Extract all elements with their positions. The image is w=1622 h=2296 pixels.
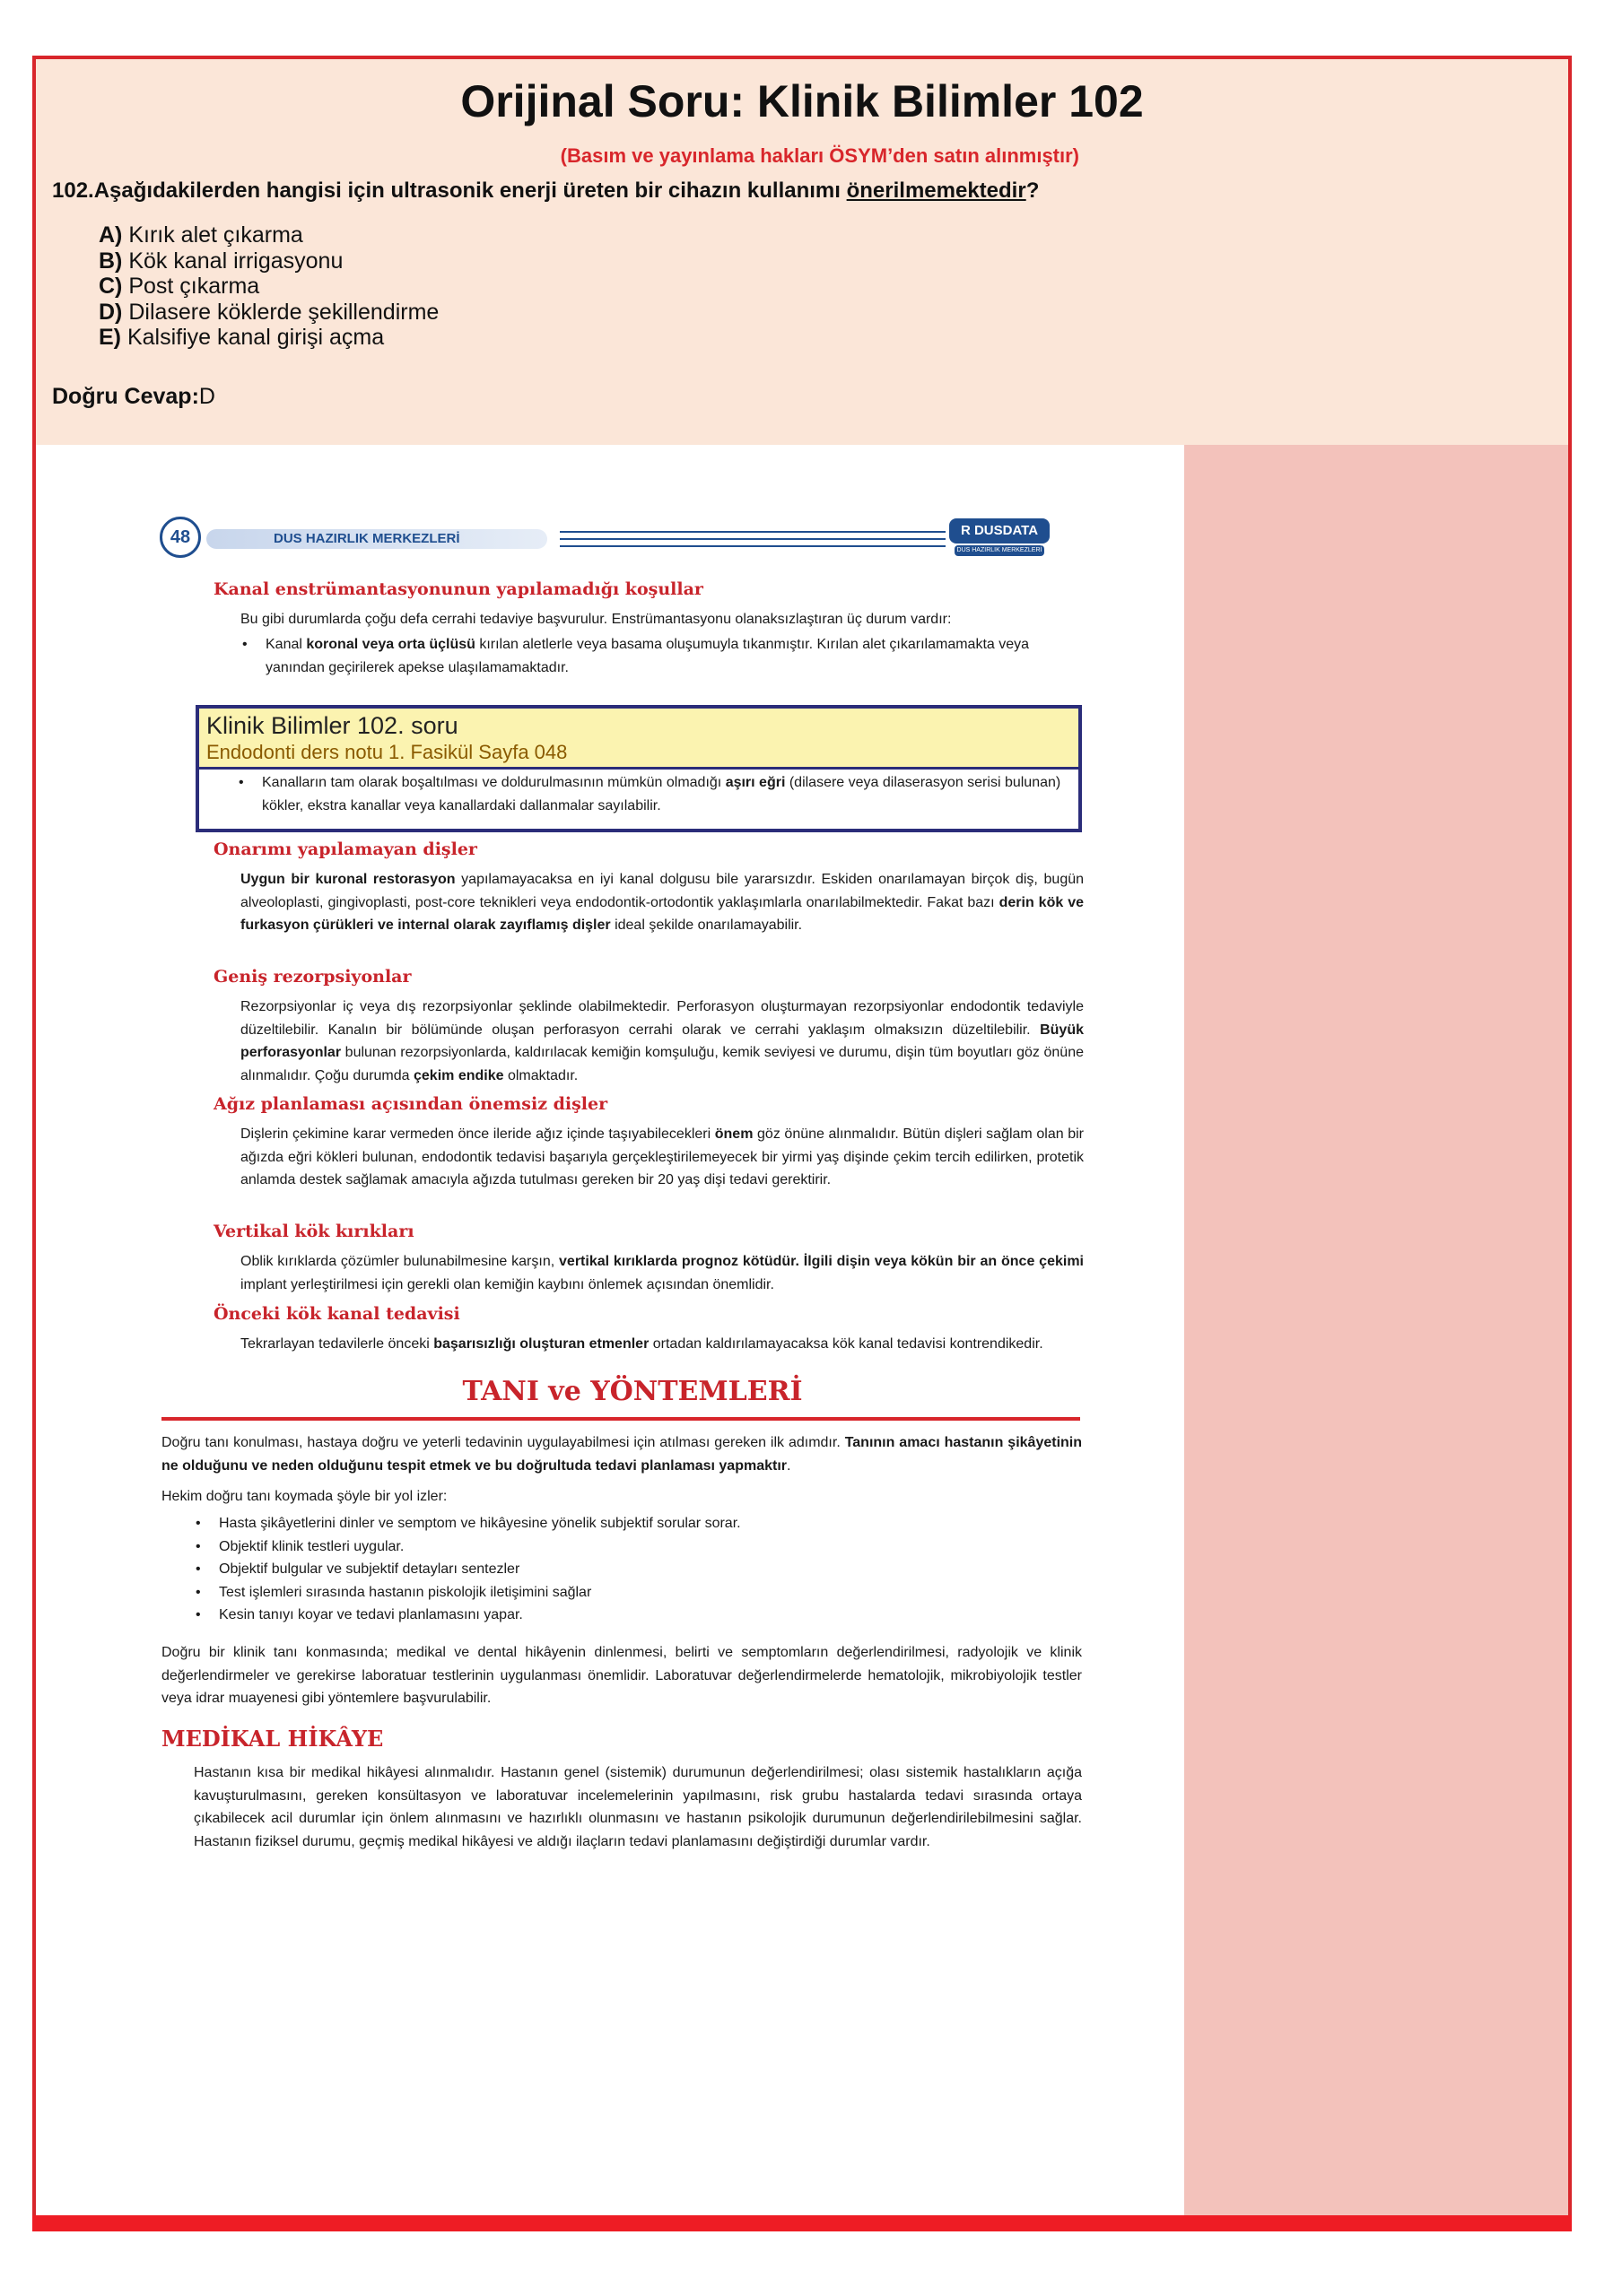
correct-answer: Doğru Cevap:D	[52, 384, 215, 409]
list-item: • Test işlemleri sırasında hastanın piskolojik iletişimini sağlar	[194, 1581, 1082, 1605]
section-heading: Vertikal kök kırıkları	[214, 1222, 414, 1241]
page-banner: DUS HAZIRLIK MERKEZLERİ	[206, 529, 547, 549]
question-emphasis: önerilmemektedir	[846, 178, 1026, 203]
section-heading: Önceki kök kanal tedavisi	[214, 1304, 460, 1324]
bottom-bar	[32, 2215, 1572, 2231]
question-text: 102.Aşağıdakilerden hangisi için ultrasonik enerji üreten bir cihazın kullanımı önerilmemektedir?	[52, 178, 1040, 203]
section-divider	[161, 1417, 1080, 1421]
option-b: B) Kök kanal irrigasyonu	[99, 248, 344, 274]
paragraph: Hastanın kısa bir medikal hikâyesi alınmalıdır. Hastanın genel (sistemik) durumunun değerlendirilmesi; olası sistemik hastalıkların açığa kavuşturulmasını, gereken konsültasyon ve laboratuvar incelemelerinin yapılmasını, risk grubu hastalarda tedavi sırasında ortaya çıkabilecek acil durumlar için önlem alınmasını ve hazırlıklı olunmasını ve hastanın psikolojik durumunun değerlendirilebilmesini sağlar. Hastanın fiziksel durumu, geçmiş medikal hikâyesi ve aldığı ilaçların tedavi planlamasını değiştirdiği durumlar vardır.	[194, 1765, 1082, 1849]
section-title: TANI ve YÖNTEMLERİ	[462, 1376, 803, 1407]
section-heading: Ağız planlaması açısından önemsiz dişler	[214, 1094, 608, 1114]
bullet-list	[240, 633, 1084, 679]
paragraph: Uygun bir kuronal restorasyon yapılamayacaksa en iyi kanal dolgusu bile yararsızdır. Eskiden onarılamayan birçok diş, bugün alveoloplasti, gingivoplasti, post-core teknikleri veya endodontik-ortodontik yaklaşımlarla onarılabilmektedir. Fakat bazı derin kök ve furkasyon çürükleri ve internal olarak zayıflamış dişler ideal şekilde onarılamayabilir.	[240, 872, 1085, 933]
paragraph: Tekrarlayan tedavilerle önceki başarısızlığı oluşturan etmenler ortadan kaldırılamayacaksa kök kanal tedavisi kontrendikedir.	[240, 1336, 1043, 1352]
paragraph: Rezorpsiyonlar iç veya dış rezorpsiyonlar şeklinde olabilmektedir. Perforasyon oluşturmayan rezorpsiyonlar endodontik tedaviyle düzeltilebilir. Kanalın bir bölümünde oluşan perforasyon cerrahi olarak ve cerrahi yaklaşım olmaksızın düzeltilebilir. Büyük perforasyonlar bulunan rezorpsiyonlarda, kaldırılacak kemiğin komşuluğu, kemik seviyesi ve durumu, dişin tüm boyutları göz önüne alınmalıdır. Çoğu durumda çekim endike olmaktadır.	[240, 999, 1084, 1083]
answer-options	[99, 222, 439, 351]
list-item: • Kanalların tam olarak boşaltılması ve doldurulmasının mümkün olmadığı aşırı eğri (dilasere veya dilaserasyon serisi bulunan) kökler, ekstra kanallar veya kanallardaki dallanmalar sayılabilir.	[237, 771, 1071, 817]
textbook-page	[36, 445, 1184, 2219]
publisher-logo: R DUSDATA DUS HAZIRLIK MERKEZLERİ	[949, 518, 1050, 560]
side-panel	[1184, 445, 1568, 2219]
question-header	[36, 59, 1568, 445]
bullet-list	[194, 1512, 1082, 1627]
paragraph: Bu gibi durumlarda çoğu defa cerrahi tedaviye başvurulur. Enstrümantasyonu olanaksızlaştıran üç durum vardır:	[240, 612, 952, 627]
section-heading: Onarımı yapılamayan dişler	[214, 839, 477, 859]
section-heading: Geniş rezorpsiyonlar	[214, 967, 412, 987]
section-heading: MEDİKAL HİKÂYE	[161, 1726, 384, 1752]
paragraph: Doğru tanı konulması, hastaya doğru ve yeterli tedavinin uygulayabilmesi için atılması gereken ilk adımdır. Tanının amacı hastanın şikâyetinin ne olduğunu ve neden olduğunu tespit etmek ve bu doğrultuda tedavi planlaması yapmaktır.	[161, 1435, 1083, 1474]
paragraph: Doğru bir klinik tanı konmasında; medikal ve dental hikâyenin dinlenmesi, belirti ve semptomların değerlendirilmesi, radyolojik ve klinik değerlendirmeler ve gerekirse laboratuar testlerinin uygulanması önemlidir. Laboratuvar değerlendirmelerde hematolojik, mikrobiyolojik testler veya idrar muayenesi gibi yöntemlere başvurulabilir.	[161, 1645, 1082, 1706]
highlight-subtitle: Endodonti ders notu 1. Fasikül Sayfa 048	[206, 741, 568, 763]
list-item: • Hasta şikâyetlerini dinler ve semptom ve hikâyesine yönelik subjektif sorular sorar.	[194, 1512, 1082, 1535]
banner-lines	[560, 531, 946, 547]
rights-notice: (Basım ve yayınlama hakları ÖSYM’den satın alınmıştır)	[560, 144, 1079, 167]
highlight-label	[199, 709, 1078, 770]
page-number: 48	[160, 517, 201, 558]
paragraph: Dişlerin çekimine karar vermeden önce ileride ağız içinde taşıyabilecekleri önem göz önüne alınmalıdır. Bütün dişleri sağlam olan bir ağızda eğri kökleri bulunan, endodontik tedavisi başarıyla gerçekleştirilemeyecek bir yirmi yaş dişinde çekim tercih edilirken, protetik anlamda destek sağlamak amacıyla ağızda tutulması gereken bir 20 yaş dişi tedavi gerektirir.	[240, 1126, 1084, 1187]
bullet-list	[237, 771, 1071, 817]
paragraph: Hekim doğru tanı koymada şöyle bir yol izler:	[161, 1489, 448, 1504]
list-item: • Kanal koronal veya orta üçlüsü kırılan aletlerle veya basama oluşumuyla tıkanmıştır. Kırılan alet çıkarılamamakta veya yanından geçirilerek apekse ulaşılamamaktadır.	[240, 633, 1084, 679]
option-d: D) Dilasere köklerde şekillendirme	[99, 299, 440, 325]
option-e: E) Kalsifiye kanal girişi açma	[99, 325, 385, 350]
page-title: Orijinal Soru: Klinik Bilimler 102	[460, 76, 1144, 126]
option-c: C) Post çıkarma	[99, 274, 260, 299]
section-heading: Kanal enstrümantasyonunun yapılamadığı koşullar	[214, 579, 703, 599]
highlight-title: Klinik Bilimler 102. soru	[206, 712, 458, 739]
list-item: • Kesin tanıyı koyar ve tedavi planlamasını yapar.	[194, 1604, 1082, 1627]
list-item: • Objektif klinik testleri uygular.	[194, 1535, 1082, 1559]
source-highlight	[196, 705, 1082, 832]
document-frame	[32, 56, 1572, 2231]
option-a: A) Kırık alet çıkarma	[99, 222, 303, 248]
paragraph: Oblik kırıklarda çözümler bulunabilmesine karşın, vertikal kırıklarda prognoz kötüdür. İlgili dişin veya kökün bir an önce çekimi implant yerleştirilmesi için gerekli olan kemiğin kaybını önlemek açısından önemlidir.	[240, 1254, 1084, 1292]
list-item: • Objektif bulgular ve subjektif detayları sentezler	[194, 1558, 1082, 1581]
